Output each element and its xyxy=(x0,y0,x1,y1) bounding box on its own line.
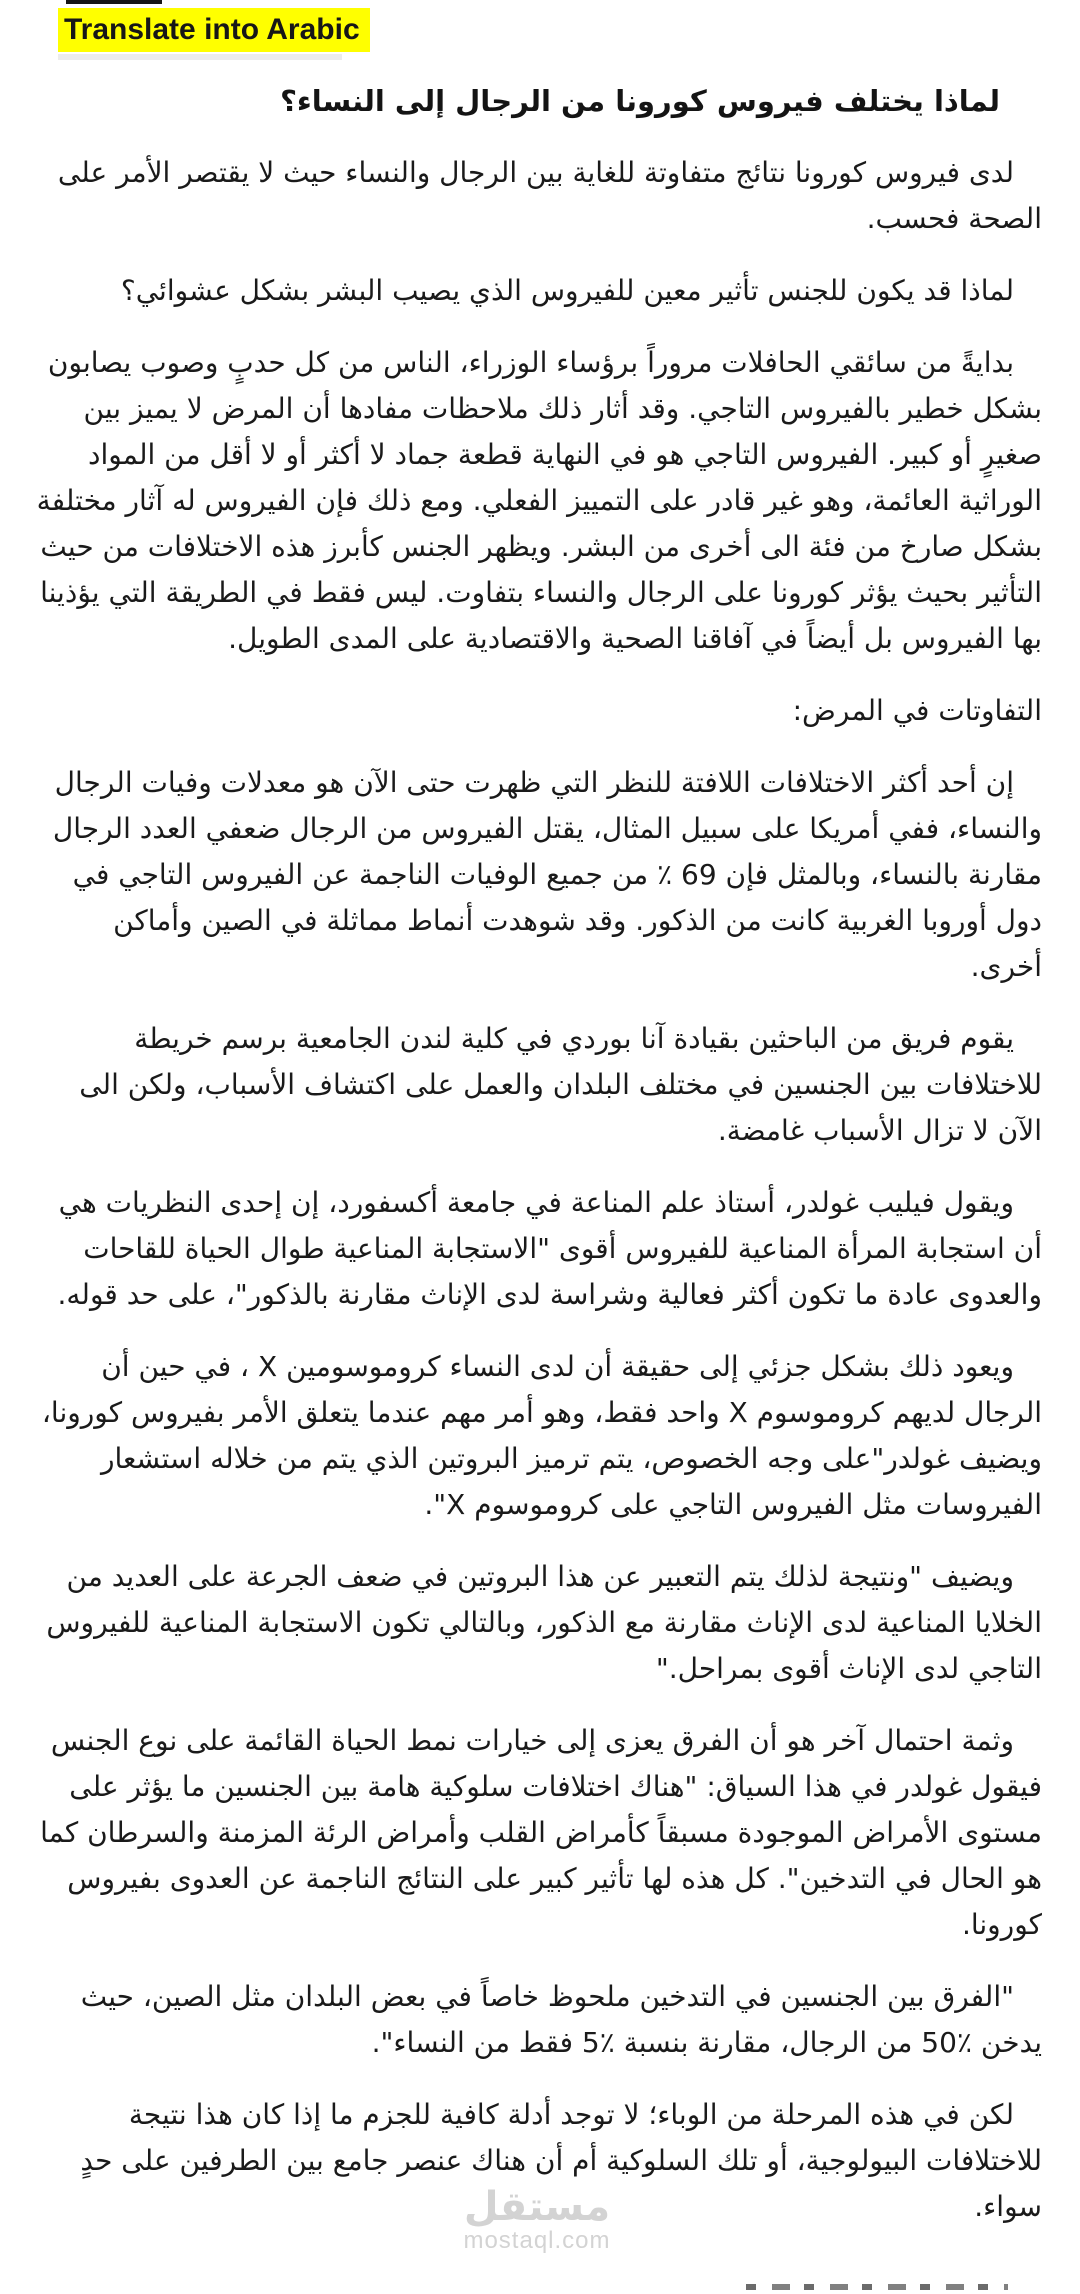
article-paragraph: لكن في هذه المرحلة من الوباء؛ لا توجد أدلة كافية للجزم ما إذا كان هذا نتيجة للاختلافات البيولوجية، أو تلك السلوكية أم أن هناك عنصر جامع بين الطرفين على حدٍ سواء. xyxy=(80,2098,1042,2223)
article-paragraph: إن أحد أكثر الاختلافات اللافتة للنظر التي ظهرت حتى الآن هو معدلات وفيات الرجال والنساء، ففي أمريكا على سبيل المثال، يقتل الفيروس من الرجال ضعفي العدد الرجال مقارنة بالنساء، وبالمثل فإن 69 ٪ من جميع الوفيات الناجمة عن الفيروس التاجي في دول أوروبا الغربية كانت من الذكور. وقد شوهدت أنماط مماثلة في الصين وأماكن أخرى. xyxy=(52,766,1042,983)
instruction-label-row xyxy=(0,0,1080,52)
article-paragraph: لماذا قد يكون للجنس تأثير معين للفيروس الذي يصيب البشر بشكل عشوائي؟ xyxy=(120,274,1014,307)
label-highlight-artifact xyxy=(58,54,342,60)
mostaql-logo: مستقل xyxy=(463,2184,611,2230)
article-paragraph: "الفرق بين الجنسين في التدخين ملحوظ خاصاً في بعض البلدان مثل الصين، حيث يدخن ٪50 من الرجال، مقارنة بنسبة ٪5 فقط من النساء". xyxy=(80,1980,1042,2059)
article-paragraph: لدى فيروس كورونا نتائج متفاوتة للغاية بين الرجال والنساء حيث لا يقتصر الأمر على الصحة فحسب. xyxy=(57,156,1042,235)
article-paragraph: ويضيف "ونتيجة لذلك يتم التعبير عن هذا البروتين في ضعف الجرعة على العديد من الخلايا المناعية لدى الإناث مقارنة مع الذكور، وبالتالي تكون الاستجابة المناعية للفيروس التاجي لدى الإناث أقوى بمراحل." xyxy=(46,1560,1042,1685)
mostaql-domain-text: mostaql.com xyxy=(463,2227,611,2254)
clipped-text-remnant-top xyxy=(66,0,162,4)
instruction-label: Translate into Arabic xyxy=(58,8,370,52)
article-paragraph: وثمة احتمال آخر هو أن الفرق يعزى إلى خيارات نمط الحياة القائمة على نوع الجنس فيقول غولدر في هذا السياق: "هناك اختلافات سلوكية هامة بين الجنسين ما يؤثر على مستوى الأمراض الموجودة مسبقاً كأمراض القلب وأمراض الرئة المزمنة والسرطان كما هو الحال في التدخين". كل هذه لها تأثير كبير على النتائج الناجمة عن العدوى بفيروس كورونا. xyxy=(40,1724,1042,1941)
article-title: لماذا يختلف فيروس كورونا من الرجال إلى النساء؟ xyxy=(280,84,1000,118)
article-paragraph: ويقول فيليب غولدر، أستاذ علم المناعة في جامعة أكسفورد، إن إحدى النظريات هي أن استجابة المرأة المناعية للفيروس أقوى "الاستجابة المناعية طوال الحياة للقاحات والعدوى عادة ما تكون أكثر فعالية وشراسة لدى الإناث مقارنة بالذكور"، على حد قوله. xyxy=(57,1186,1042,1311)
article-paragraph: بدايةً من سائقي الحافلات مروراً برؤساء الوزراء، الناس من كل حدبٍ وصوب يصابون بشكل خطير بالفيروس التاجي. وقد أثار ذلك ملاحظات مفادها أن المرض لا يميز بين صغيرٍ أو كبير. الفيروس التاجي هو في النهاية قطعة جماد لا أكثر أو لا أقل من المواد الوراثية العائمة، وهو غير قادر على التمييز الفعلي. ومع ذلك فإن الفيروس له آثار مختلفة بشكل صارخ من فئة الى أخرى من البشر. ويظهر الجنس كأبرز هذه الاختلافات من حيث التأثير بحيث يؤثر كورونا على الرجال والنساء بتفاوت. ليس فقط في الطريقة التي يؤذينا بها الفيروس بل أيضاً في آفاقنا الصحية والاقتصادية على المدى الطويل. xyxy=(36,346,1042,655)
article-paragraph: يقوم فريق من الباحثين بقيادة آنا بوردي في كلية لندن الجامعية برسم خريطة للاختلافات بين الجنسين في مختلف البلدان والعمل على اكتشاف الأسباب، ولكن الى الآن لا تزال الأسباب غامضة. xyxy=(79,1022,1042,1147)
clipped-text-remnant-bottom xyxy=(746,2284,1008,2290)
section-heading-disparities: التفاوتات في المرض: xyxy=(792,694,1042,727)
article-body xyxy=(0,78,1080,2230)
article-paragraph: ويعود ذلك بشكل جزئي إلى حقيقة أن لدى النساء كروموسومين X ، في حين أن الرجال لديهم كروموسوم X واحد فقط، وهو أمر مهم عندما يتعلق الأمر بفيروس كورونا، ويضيف غولدر"على وجه الخصوص، يتم ترميز البروتين الذي يتم من خلاله استشعار الفيروسات مثل الفيروس التاجي على كروموسوم X". xyxy=(41,1350,1042,1521)
